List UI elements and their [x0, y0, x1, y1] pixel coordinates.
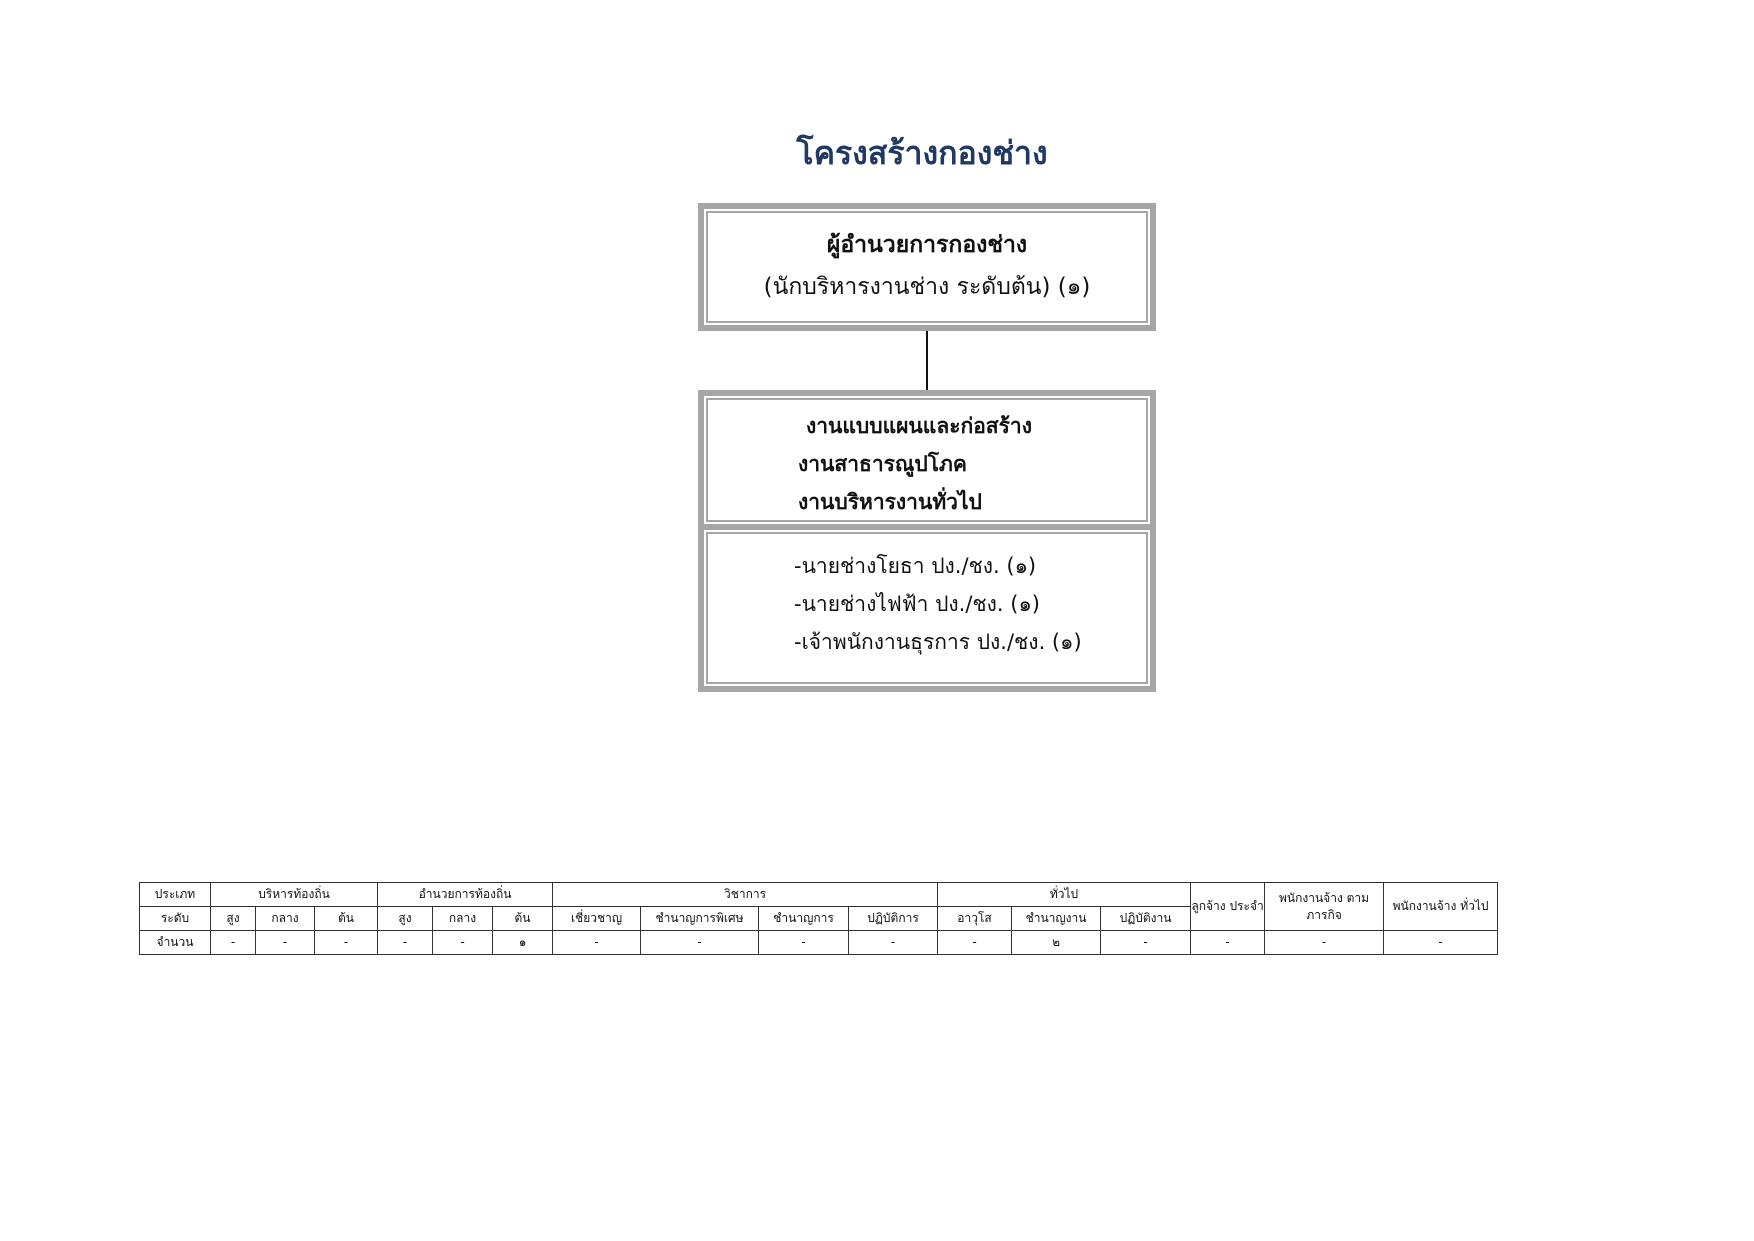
count-cell: -	[315, 931, 378, 955]
level-cell: ชำนาญการพิเศษ	[641, 907, 759, 931]
count-cell: -	[759, 931, 849, 955]
level-cell: ต้น	[315, 907, 378, 931]
group-header: วิชาการ	[553, 883, 938, 907]
extra-header: พนักงานจ้าง ทั่วไป	[1384, 883, 1498, 931]
director-subtitle: (นักบริหารงานช่าง ระดับต้น) (๑)	[763, 274, 1091, 300]
sections-box	[698, 390, 1156, 530]
count-cell: -	[378, 931, 433, 955]
row-label-count: จำนวน	[140, 931, 211, 955]
staff-box	[698, 524, 1156, 692]
table-count-row	[140, 931, 1498, 955]
group-header: อำนวยการท้องถิ่น	[378, 883, 553, 907]
level-cell: ชำนาญการ	[759, 907, 849, 931]
level-cell: เชี่ยวชาญ	[553, 907, 641, 931]
group-header: ทั่วไป	[938, 883, 1191, 907]
count-cell: -	[1265, 931, 1384, 955]
connector-line	[926, 331, 928, 399]
count-cell: -	[433, 931, 493, 955]
staff-count-table	[139, 882, 1498, 955]
level-cell: สูง	[378, 907, 433, 931]
count-cell: ๒	[1012, 931, 1101, 955]
staff-item: -นายช่างไฟฟ้า ปง./ชง. (๑)	[794, 592, 1041, 616]
section-item: งานแบบแผนและก่อสร้าง	[806, 414, 1032, 438]
section-item: งานสาธารณูปโภค	[798, 452, 967, 476]
group-header: บริหารท้องถิ่น	[211, 883, 378, 907]
level-cell: ปฏิบัติการ	[849, 907, 938, 931]
staff-item: -เจ้าพนักงานธุรการ ปง./ชง. (๑)	[794, 630, 1082, 654]
count-cell: -	[641, 931, 759, 955]
page-title: โครงสร้างกองช่าง	[796, 134, 1048, 172]
level-cell: กลาง	[256, 907, 315, 931]
level-cell: สูง	[211, 907, 256, 931]
row-label-level: ระดับ	[140, 907, 211, 931]
count-cell: -	[211, 931, 256, 955]
count-cell: -	[1191, 931, 1265, 955]
extra-header: ลูกจ้าง ประจำ	[1191, 883, 1265, 931]
count-cell: -	[849, 931, 938, 955]
director-title: ผู้อำนวยการกองช่าง	[826, 232, 1028, 258]
count-cell: -	[938, 931, 1012, 955]
count-cell: -	[553, 931, 641, 955]
level-cell: อาวุโส	[938, 907, 1012, 931]
level-cell: ปฏิบัติงาน	[1101, 907, 1191, 931]
count-cell: -	[1384, 931, 1498, 955]
director-box	[698, 203, 1156, 331]
section-item: งานบริหารงานทั่วไป	[798, 490, 982, 514]
count-cell: -	[256, 931, 315, 955]
level-cell: ต้น	[493, 907, 553, 931]
count-cell: -	[1101, 931, 1191, 955]
staff-item: -นายช่างโยธา ปง./ชง. (๑)	[794, 554, 1037, 578]
row-label-type: ประเภท	[140, 883, 211, 907]
extra-header: พนักงานจ้าง ตามภารกิจ	[1265, 883, 1384, 931]
count-cell: ๑	[493, 931, 553, 955]
level-cell: กลาง	[433, 907, 493, 931]
table-header-row	[140, 883, 1498, 907]
level-cell: ชำนาญงาน	[1012, 907, 1101, 931]
